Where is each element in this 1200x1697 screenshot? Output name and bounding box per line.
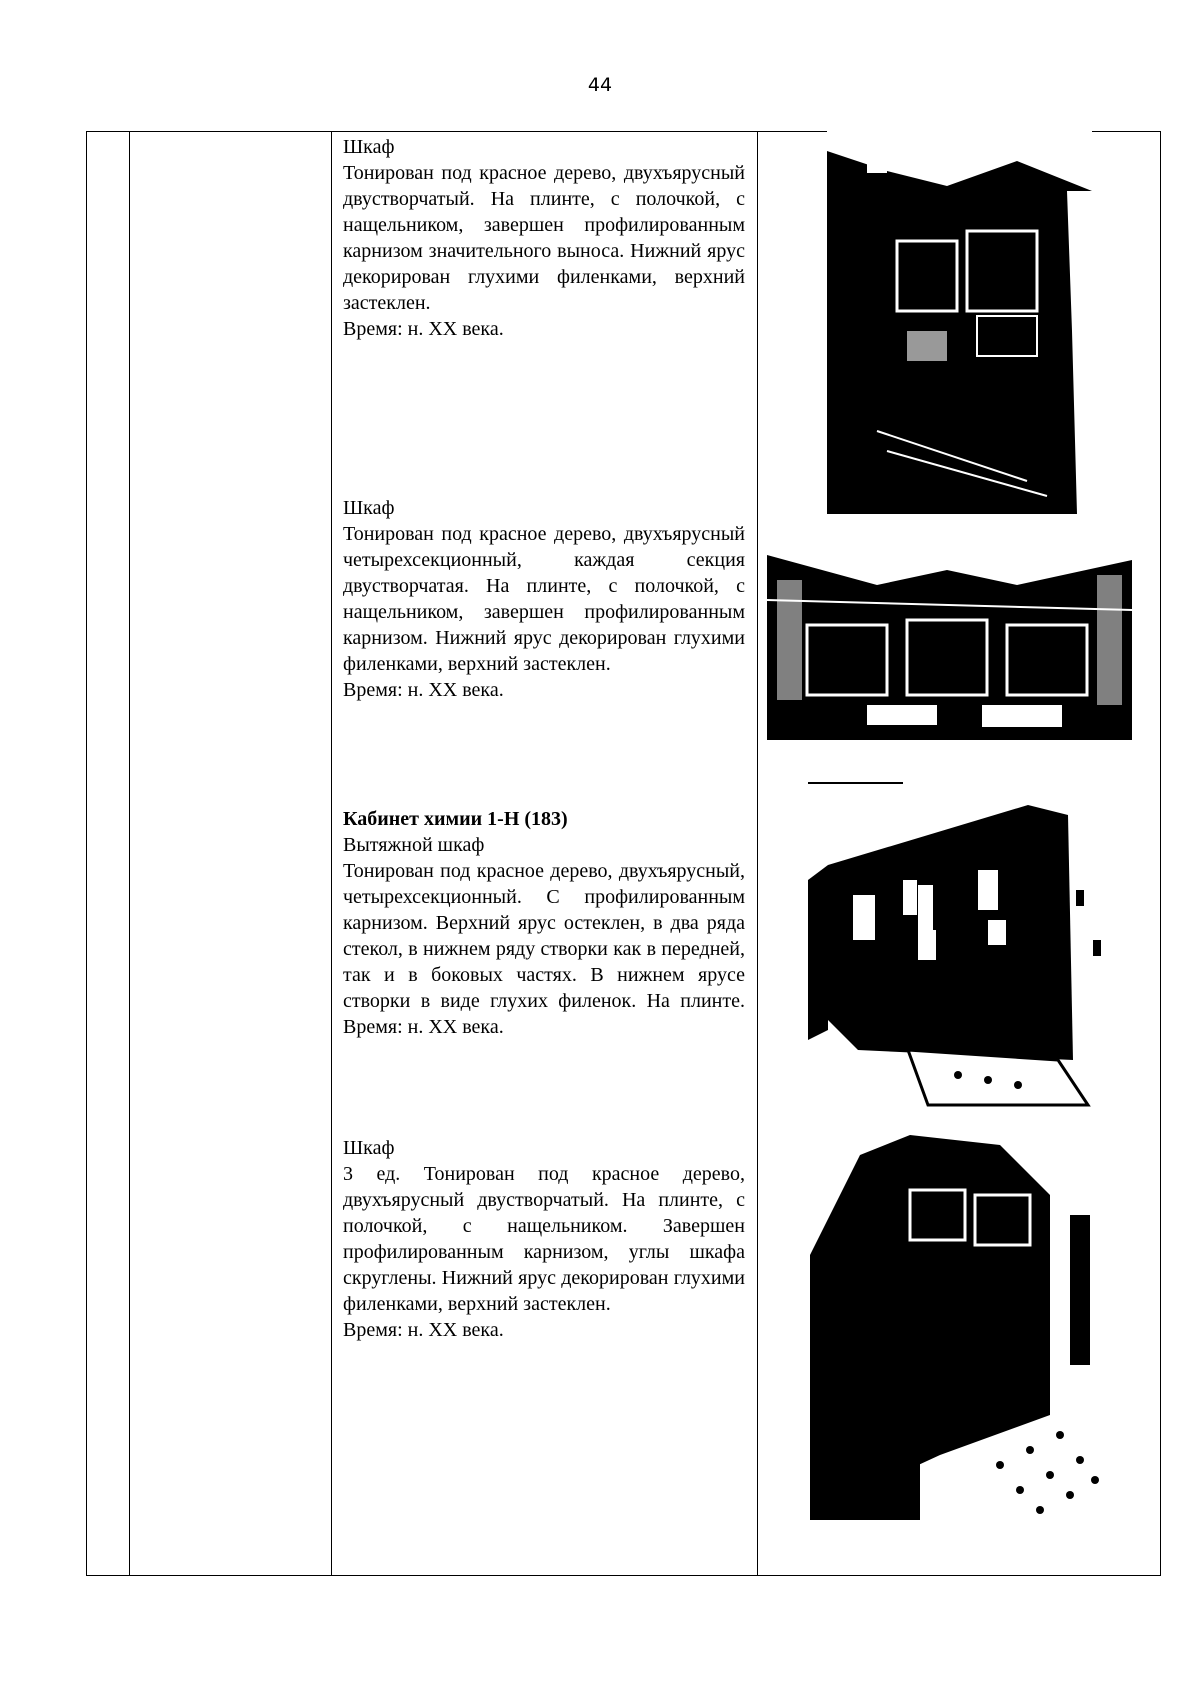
- entry-title: Шкаф: [343, 1137, 395, 1159]
- entry-title: Шкаф: [343, 136, 395, 158]
- entry-cabinet-1: [343, 134, 745, 342]
- entry-description: Тонирован под красное дерево, двухъярусный двустворчатый. На плинте, с полочкой, с нащельником, завершен профилированным карнизом значительного выноса. Нижний ярус декорирован глухими филенками, верхний застеклен.: [343, 162, 745, 314]
- column-divider: [129, 132, 130, 1575]
- entry-cabinet-3: [343, 1135, 745, 1343]
- entry-title: Вытяжной шкаф: [343, 834, 485, 856]
- entry-title: Шкаф: [343, 497, 395, 519]
- entry-description: Тонирован под красное дерево, двухъярусный, четырехсекционный. С профилированным карнизом. Верхний ярус остеклен, в два ряда стекол, в нижнем ряду створки как в передней, так и в боковых частях. В нижнем ярусе створки в виде глухих филенок. На плинте. Время: н. XX века.: [343, 860, 745, 1038]
- section-heading: Кабинет химии 1-Н (183): [343, 808, 568, 830]
- entry-time: Время: н. XX века.: [343, 679, 504, 701]
- cabinet-photo-3: [810, 1135, 1110, 1520]
- entry-time: Время: н. XX века.: [343, 318, 504, 340]
- entry-cabinet-2: [343, 495, 745, 703]
- cabinet-photo-2: [767, 540, 1132, 755]
- column-divider: [757, 132, 758, 1575]
- entry-description: 3 ед. Тонирован под красное дерево, двухъярусный двустворчатый. На плинте, с полочкой, с нащельником. Завершен профилированным карнизом, углы шкафа скруглены. Нижний ярус декорирован глухими филенками, верхний застеклен.: [343, 1163, 745, 1315]
- entry-fume-hood: [343, 806, 745, 1040]
- page-number: 44: [587, 74, 613, 96]
- entry-time: Время: н. XX века.: [343, 1319, 504, 1341]
- entry-description: Тонирован под красное дерево, двухъярусный четырехсекционный, каждая секция двустворчатая. На плинте, с полочкой, с нащельником, завершен профилированным карнизом. Нижний ярус декорирован глухими филенками, верхний застеклен.: [343, 523, 745, 675]
- cabinet-photo-1: [827, 131, 1092, 514]
- fume-hood-photo: [808, 780, 1108, 1110]
- column-divider: [331, 132, 332, 1575]
